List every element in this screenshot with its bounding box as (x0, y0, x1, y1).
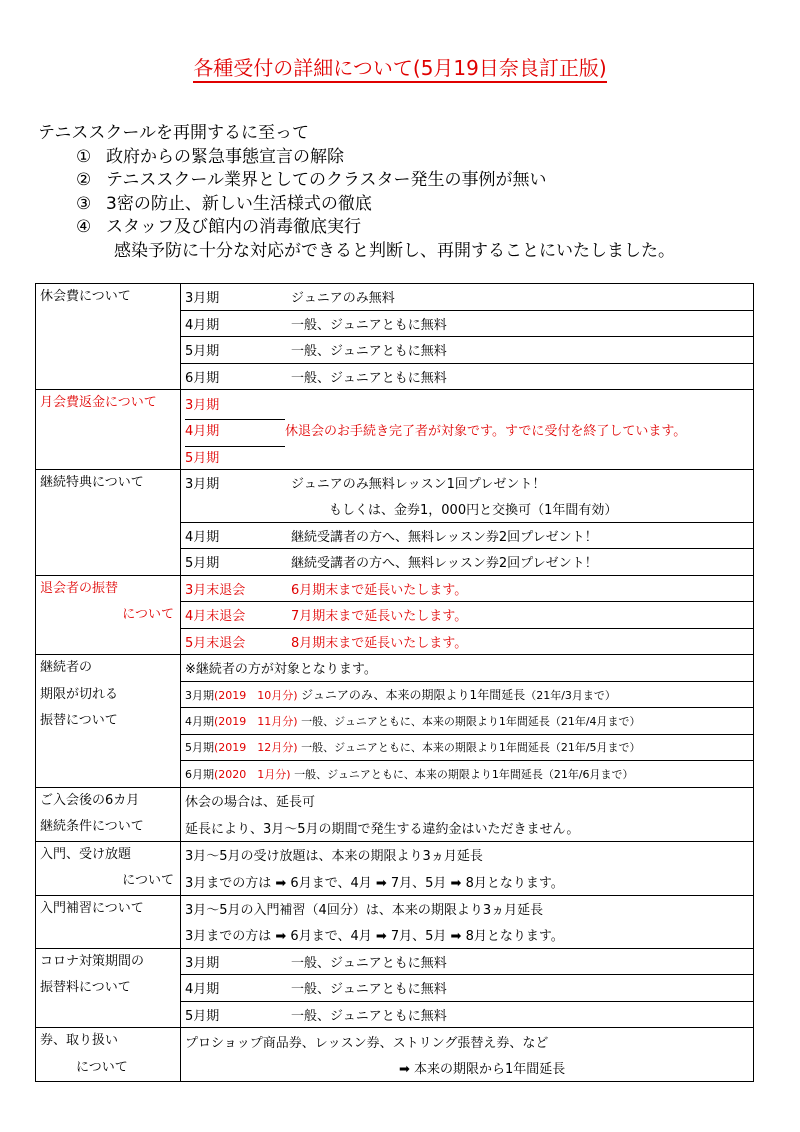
table-row: 3月期(2019 10月分) ジュニアのみ、本来の期限より1年間延長（21年/3月まで） (181, 681, 754, 708)
intro-block (38, 122, 675, 263)
table-row: プロショップ商品券、レッスン券、ストリング張替え券、など (181, 1028, 754, 1055)
table-row: もしくは、金券1，000円と交換可（1年間有効） (181, 496, 754, 523)
table-row: 3月期 ジュニアのみ無料 (181, 284, 754, 311)
table-row: ※継続者の方が対象となります。 (181, 655, 754, 682)
intro-item: ③ 3密の防止、新しい生活様式の徹底 (76, 193, 372, 214)
table-row: 4月期 継続受講者の方へ、無料レッスン券2回プレゼント！ (181, 522, 754, 549)
table-row: 5月期(2019 12月分) 一般、ジュニアともに、本来の期限より1年間延長（21年/5月まで） (181, 734, 754, 761)
intro-item: ① 政府からの緊急事態宣言の解除 (76, 146, 344, 167)
table-row: 3月末退会 6月期末まで延長いたします。 (181, 575, 754, 602)
section-label-hoshu: 入門補習について (36, 895, 181, 948)
section-label-corona: コロナ対策期間の 振替料について (36, 948, 181, 1028)
section-label-nyumon: 入門、受け放題 について (36, 841, 181, 895)
intro-conclusion: 感染予防に十分な対応ができると判断し、再開することにいたしました。 (114, 240, 675, 261)
section-label-ken: 券、取り扱い について (36, 1028, 181, 1082)
table-row: 3月期 一般、ジュニアともに無料 (181, 948, 754, 975)
table-row: 4月期 一般、ジュニアともに無料 (181, 310, 754, 337)
intro-item: ④ スタッフ及び館内の消毒徹底実行 (76, 217, 361, 237)
details-table (35, 283, 754, 1082)
table-row: 6月期 一般、ジュニアともに無料 (181, 363, 754, 390)
table-row: 6月期(2020 1月分) 一般、ジュニアともに、本来の期限より1年間延長（21年/6月まで） (181, 761, 754, 788)
section-label-nyukaigo: ご入会後の6カ月 継続条件について (36, 787, 181, 841)
table-row: 3月～5月の受け放題は、本来の期限より3ヵ月延長 (181, 841, 754, 868)
intro-item: ② テニススクール業界としてのクラスター発生の事例が無い (76, 170, 547, 190)
table-row: 5月期 (181, 443, 754, 470)
table-row: 4月期 一般、ジュニアともに無料 (181, 975, 754, 1002)
table-row: 4月期(2019 11月分) 一般、ジュニアともに、本来の期限より1年間延長（21年/4月まで） (181, 708, 754, 735)
table-row: 5月期 一般、ジュニアともに無料 (181, 1001, 754, 1028)
table-row: 5月期 一般、ジュニアともに無料 (181, 337, 754, 364)
table-row: 3月～5月の入門補習（4回分）は、本来の期限より3ヵ月延長 (181, 895, 754, 922)
table-row: 3月期 ジュニアのみ無料レッスン1回プレゼント！ (181, 469, 754, 496)
section-label-taikai: 退会者の振替 について (36, 575, 181, 655)
intro-heading: テニススクールを再開するに至って (38, 123, 309, 143)
table-row: 4月期 休退会のお手続き完了者が対象です。すでに受付を終了しています。 (181, 416, 754, 443)
table-row: 5月期 継続受講者の方へ、無料レッスン券2回プレゼント！ (181, 549, 754, 576)
table-row: 4月末退会 7月期末まで延長いたします。 (181, 602, 754, 629)
table-row: 3月期 (181, 390, 754, 417)
section-label-tokuten: 継続特典について (36, 469, 181, 575)
table-row: 休会の場合は、延長可 (181, 787, 754, 814)
table-row: 3月までの方は ➡ 6月まで、4月 ➡ 7月、5月 ➡ 8月となります。 (181, 922, 754, 949)
table-row: 5月末退会 8月期末まで延長いたします。 (181, 628, 754, 655)
table-row: 3月までの方は ➡ 6月まで、4月 ➡ 7月、5月 ➡ 8月となります。 (181, 868, 754, 895)
section-label-keizoku: 継続者の 期限が切れる 振替について (36, 655, 181, 788)
section-label-kyukai: 休会費について (36, 284, 181, 390)
page-title: 各種受付の詳細について(5月19日奈良訂正版) (0, 52, 800, 81)
table-row: 延長により、3月～5月の期間で発生する違約金はいただきません。 (181, 814, 754, 841)
section-label-henkin: 月会費返金について (36, 390, 181, 470)
table-row: ➡ 本来の期限から1年間延長 (181, 1055, 754, 1082)
